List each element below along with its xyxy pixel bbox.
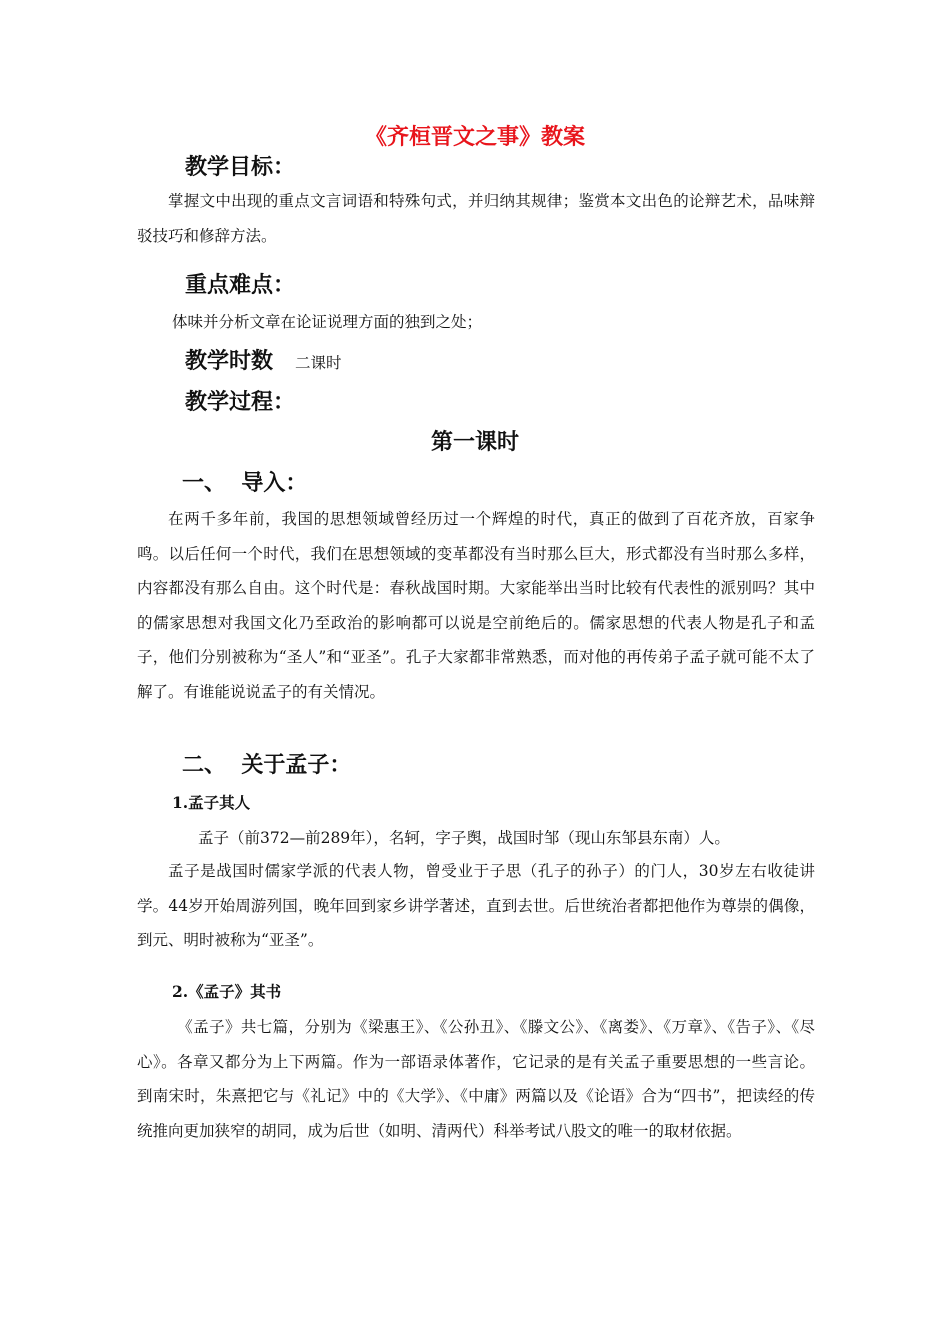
hours-heading-label: 教学时数 [185,348,274,374]
sub2-heading: 2.《孟子》其书 [172,982,282,1001]
goal-heading: 教学目标： [185,154,296,180]
document-title: 《齐桓晋文之事》教案 [364,124,585,150]
sub1-text: 孟子是战国时儒家学派的代表人物，曾受业于子思（孔子的孙子）的门人，30岁左右收徒讲学。44岁开始周游列国，晚年回到家乡讲学著述，直到去世。后世统治者都把他作为尊崇的偶像，到元、明时被称为“亚圣”。 [137,862,815,949]
part1-text: 在两千多年前，我国的思想领域曾经历过一个辉煌的时代，真正的做到了百花齐放，百家争鸣。以后任何一个时代，我们在思想领域的变革都没有当时那么巨大，形式都没有当时那么多样，内容都没有那么自由。这个时代是：春秋战国时期。大家能举出当时比较有代表性的派别吗？其中的儒家思想对我国文化乃至政治的影响都可以说是空前绝后的。儒家思想的代表人物是孔子和孟子，他们分别被称为“圣人”和“亚圣”。孔子大家都非常熟悉，而对他的再传弟子孟子就可能不太了解了。有谁能说说孟子的有关情况。 [137,510,815,701]
process-heading: 教学过程： [185,389,296,415]
part1-heading: 一、 导入： [182,470,308,496]
hours-value: 二课时 [295,354,342,372]
goal-text: 掌握文中出现的重点文言词语和特殊句式，并归纳其规律；鉴赏本文出色的论辩艺术，品味辩驳技巧和修辞方法。 [137,192,815,245]
part2-heading: 二、 关于孟子： [182,752,352,778]
hours-heading [185,344,342,375]
sub1-line1: 孟子（前372—前289年），名轲，字子舆，战国时邹（现山东邹县东南）人。 [198,829,730,847]
sub2-text: 《孟子》共七篇，分别为《梁惠王》、《公孙丑》、《滕文公》、《离娄》、《万章》、《告子》、《尽心》。各章又都分为上下两篇。作为一部语录体著作，它记录的是有关孟子重要思想的一些言论。 到南宋时，朱熹把它与《礼记》中的《大学》、《中庸》两篇以及《论语》合为“四书”，把读经的传统推向更加狭窄的胡同，成为后世（如明、清两代）科举考试八股文的唯一的取材依据。 [137,1018,815,1140]
key-heading: 重点难点： [185,272,296,298]
sub1-heading: 1.孟子其人 [172,793,251,812]
lesson1-heading: 第一课时 [430,429,519,455]
key-text: 体味并分析文章在论证说理方面的独到之处； [172,313,483,331]
